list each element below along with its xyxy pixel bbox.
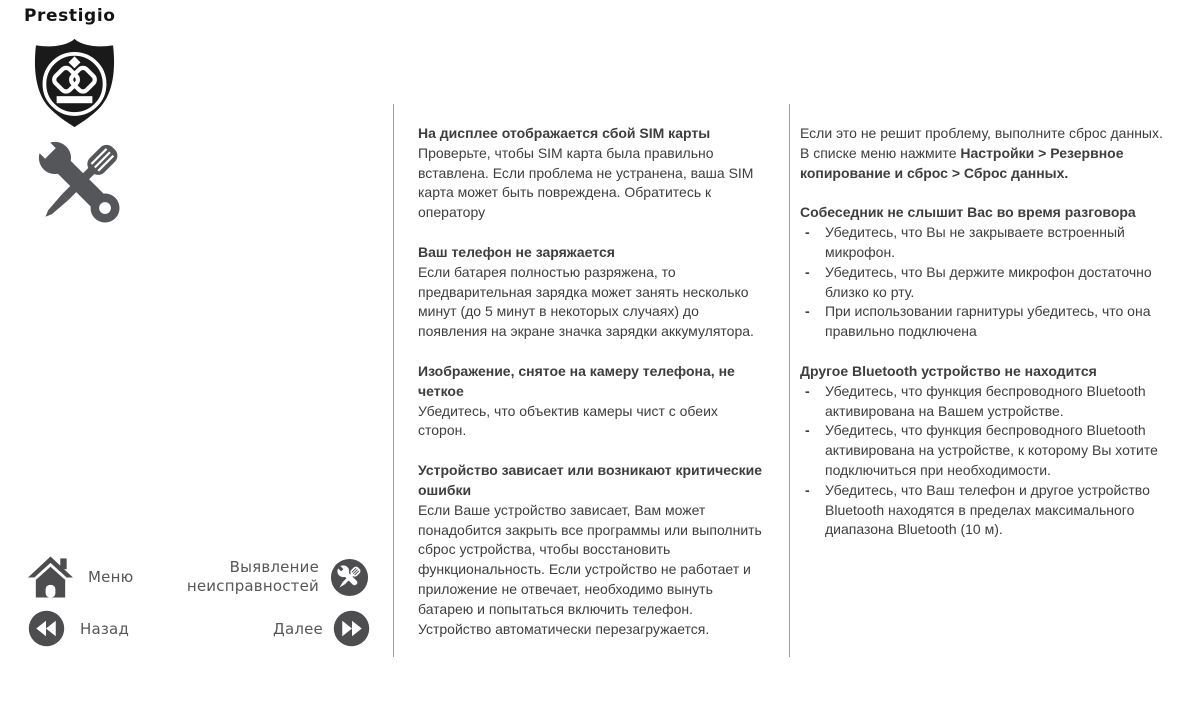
bullet-text: При использовании гарнитуры убедитесь, что она правильно подключена xyxy=(825,303,1151,340)
reset-text: Если это не решит проблему, выполните сброс данных. В списке меню нажмите xyxy=(800,125,1163,161)
section-body: Если Ваше устройство зависает, Вам может понадобится закрыть все программы или выполнить сброс устройства, чтобы восстановить функциональность. Если устройство не работает и приложение не отвечает, необходимо вынуть батарею и попытаться включить телефон. Устройство автоматически перезагружается. xyxy=(418,501,762,637)
next-label[interactable]: Далее xyxy=(273,619,323,638)
troubleshooting-tools-icon[interactable] xyxy=(329,557,370,598)
section-heading: Собеседник не слышит Вас во время разговора xyxy=(800,204,1136,221)
bullet-marker: - xyxy=(805,382,810,399)
bullet-text: Убедитесь, что Вы держите микрофон достаточно близко ко рту. xyxy=(825,263,1152,300)
bullet-marker: - xyxy=(805,303,810,320)
section-body: Проверьте, чтобы SIM карта была правильно вставлена. Если проблема не устранена, ваша SIM карта может быть повреждена. Обратитесь к оператору xyxy=(418,144,754,221)
section-bluetooth-not-found xyxy=(800,362,1168,540)
next-button[interactable] xyxy=(273,610,370,647)
bullet-text: Убедитесь, что функция беспроводного Bluetooth активирована на Вашем устройстве. xyxy=(825,382,1146,419)
menu-button[interactable] xyxy=(28,556,133,598)
troubleshooting-column-1 xyxy=(418,124,765,659)
list-item xyxy=(800,421,1168,480)
troubleshooting-section-indicator[interactable] xyxy=(187,557,370,598)
prestigio-wordmark: Prestigio xyxy=(24,6,116,26)
page-navigation xyxy=(28,556,370,647)
menu-label[interactable]: Меню xyxy=(88,568,134,586)
bullet-marker: - xyxy=(805,481,810,498)
list-item xyxy=(800,382,1168,422)
bullet-marker: - xyxy=(805,224,810,241)
back-label[interactable]: Назад xyxy=(80,619,130,638)
list-item xyxy=(800,263,1168,303)
back-button[interactable] xyxy=(28,610,129,647)
column-divider-right xyxy=(789,104,790,657)
bullet-text: Убедитесь, что функция беспроводного Bluetooth активирована на устройстве, к которому Вы хотите подключиться при необходимости. xyxy=(825,422,1158,478)
section-heading: Ваш телефон не заряжается xyxy=(418,243,615,260)
reset-menu-path: Настройки > Резервное копирование и сброс > Сброс данных. xyxy=(800,144,1124,181)
section-mic-not-heard xyxy=(800,203,1168,342)
wrench-screwdriver-icon xyxy=(20,124,140,242)
rewind-icon[interactable] xyxy=(28,610,65,647)
section-device-freezes xyxy=(418,461,765,639)
section-body: Если батарея полностью разряжена, то предварительная зарядка может занять несколько минут (до 5 минут в некоторых случаях) до появления на экране значка зарядки аккумулятора. xyxy=(418,263,754,340)
section-heading: Изображение, снятое на камеру телефона, не четкое xyxy=(418,362,735,399)
troubleshooting-label[interactable]: Выявление неисправностей xyxy=(186,558,319,595)
list-item xyxy=(800,302,1168,342)
bullet-marker: - xyxy=(805,263,810,280)
section-not-charging xyxy=(418,243,765,342)
section-heading: На дисплее отображается сбой SIM карты xyxy=(418,125,711,141)
section-heading: Другое Bluetooth устройство не находится xyxy=(800,362,1097,379)
bullet-text: Убедитесь, что Ваш телефон и другое устройство Bluetooth находятся в пределах максимального диапазона Bluetooth (10 м). xyxy=(825,481,1150,538)
home-icon[interactable] xyxy=(28,556,73,598)
fast-forward-icon[interactable] xyxy=(333,610,370,647)
section-blurry-image xyxy=(418,362,765,441)
column-divider-left xyxy=(393,104,394,657)
section-body: Убедитесь, что объектив камеры чист с обеих сторон. xyxy=(418,402,718,439)
list-item xyxy=(800,223,1168,263)
troubleshooting-column-2 xyxy=(800,124,1168,560)
section-data-reset xyxy=(800,124,1168,183)
section-heading: Устройство зависает или возникают критические ошибки xyxy=(418,462,763,498)
list-item xyxy=(800,481,1168,540)
bullet-text: Убедитесь, что Вы не закрываете встроенный микрофон. xyxy=(825,224,1125,260)
section-sim-error xyxy=(418,124,765,223)
prestigio-shield-logo xyxy=(27,36,122,130)
bullet-marker: - xyxy=(805,422,810,439)
